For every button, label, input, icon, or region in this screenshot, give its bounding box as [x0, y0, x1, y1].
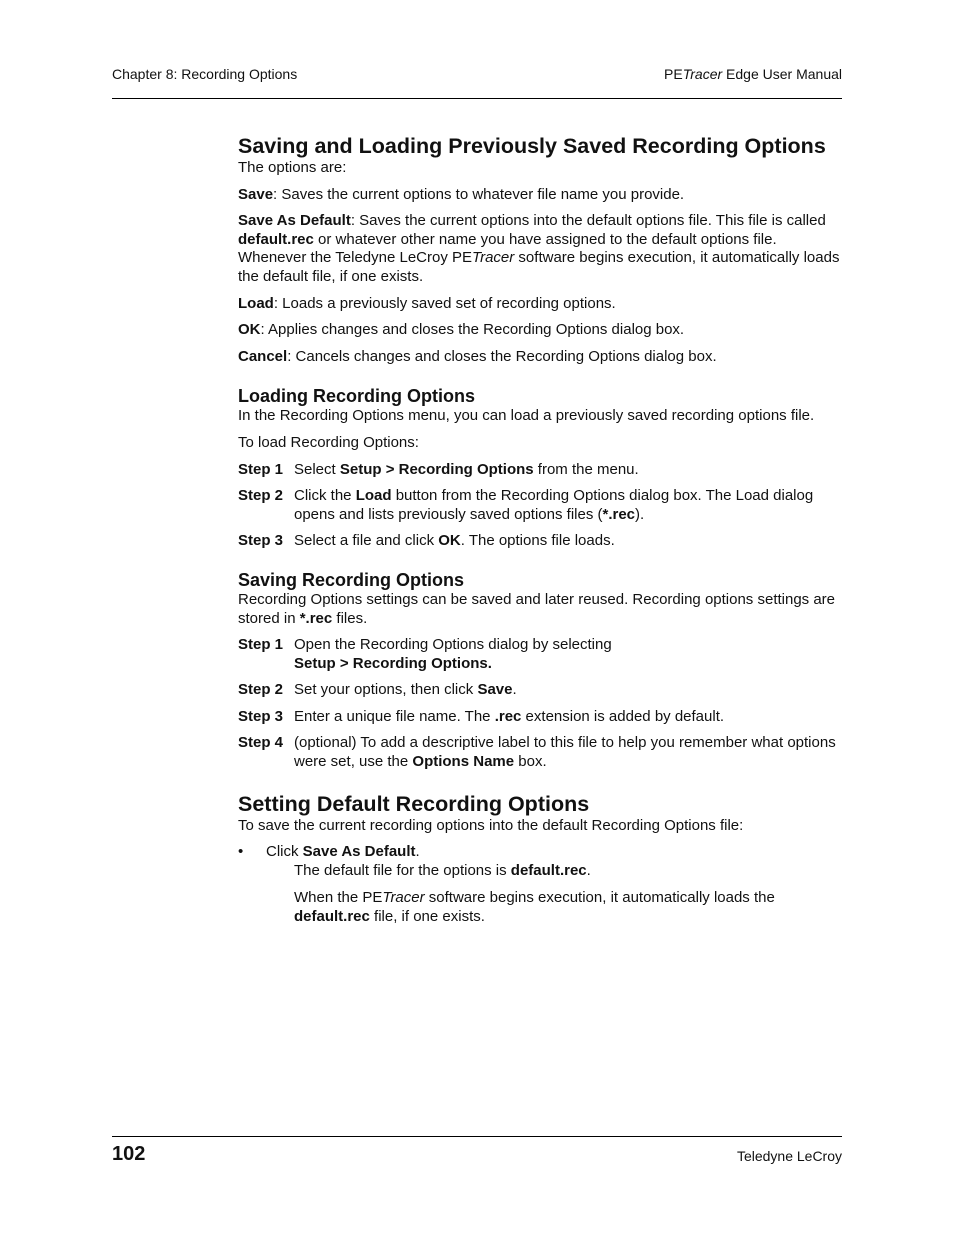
section-title-saving-loading: Saving and Loading Previously Saved Recording Options [238, 134, 826, 158]
page-number: 102 [112, 1143, 146, 1165]
option-ok [238, 321, 842, 340]
step-label: Step 1 [238, 636, 284, 654]
loading-step-2 [238, 487, 842, 524]
manual-pe: PE [664, 66, 683, 82]
step-label: Step 2 [238, 681, 284, 699]
step-label: Step 2 [238, 487, 284, 505]
option-save-as-default [238, 212, 842, 286]
option-save [238, 186, 842, 205]
header-rule [112, 98, 842, 99]
default-intro: To save the current recording options into the default Recording Options file: [238, 816, 744, 834]
loading-step-3 [238, 532, 842, 551]
default-file-note: The default file for the options is default.rec. [294, 861, 591, 879]
option-desc: software begins execution, it automatically loads the default file, if one exists. [238, 249, 840, 285]
subsection-title-saving: Saving Recording Options [238, 569, 465, 590]
header-manual-title [664, 66, 842, 82]
option-term: Save As Default [238, 212, 351, 230]
file-name: default.rec [238, 230, 314, 248]
step-text: Select Setup > Recording Options from the menu. [294, 460, 639, 478]
section-title-default: Setting Default Recording Options [238, 791, 590, 816]
saving-intro: Recording Options settings can be saved and later reused. Recording options settings are stored in *.rec files. [238, 590, 836, 627]
step-text: Set your options, then click Save. [294, 681, 517, 699]
default-bullet [238, 843, 842, 862]
manual-rest: Edge User Manual [722, 66, 842, 82]
saving-step-4 [238, 734, 842, 771]
options-intro: The options are: [238, 159, 347, 176]
saving-step-1 [238, 636, 842, 673]
step-text: Open the Recording Options dialog by selecting Setup > Recording Options. [294, 636, 612, 672]
header-chapter: Chapter 8: Recording Options [112, 66, 298, 82]
option-desc: : Saves the current options to whatever file name you provide. [273, 185, 685, 203]
option-term: OK [238, 321, 261, 339]
step-label: Step 4 [238, 734, 284, 752]
page-content [238, 133, 842, 927]
option-desc: : Cancels changes and closes the Recording Options dialog box. [287, 347, 717, 365]
step-text: Select a file and click OK. The options file loads. [294, 532, 615, 550]
subsection-title-loading: Loading Recording Options [238, 386, 475, 407]
footer-rule [112, 1136, 842, 1137]
step-label: Step 1 [238, 460, 284, 478]
option-desc: : Loads a previously saved set of recording options. [273, 294, 616, 312]
option-desc: or whatever other name you have assigned to the default options file. Whenever the Teledyne LeCroy PE [238, 230, 777, 267]
step-text: Enter a unique file name. The .rec extension is added by default. [294, 707, 725, 725]
step-label: Step 3 [238, 707, 284, 725]
bullet-text: Click Save As Default. [266, 843, 420, 861]
option-load [238, 295, 842, 314]
step-text: Click the Load button from the Recording Options dialog box. The Load dialog opens and lists previously saved options files (*.rec). [294, 487, 814, 523]
option-term: Save [238, 185, 274, 203]
step-text: (optional) To add a descriptive label to this file to help you remember what options were set, use the Options Name box. [294, 734, 836, 771]
saving-step-3 [238, 708, 842, 727]
loading-intro: In the Recording Options menu, you can load a previously saved recording options file. [238, 407, 815, 425]
loading-lead: To load Recording Options: [238, 433, 419, 451]
saving-step-2 [238, 681, 842, 700]
default-load-note: When the PETracer software begins execution, it automatically loads the default.rec file, if one exists. [294, 889, 775, 926]
option-cancel [238, 348, 842, 367]
loading-step-1 [238, 461, 842, 480]
step-label: Step 3 [238, 532, 284, 550]
footer-company: Teledyne LeCroy [736, 1148, 842, 1164]
option-term: Cancel [238, 347, 288, 365]
manual-tracer: Tracer [682, 66, 723, 82]
bullet-dot: • [238, 843, 244, 861]
tracer-italic: Tracer [472, 249, 515, 267]
option-desc: : Saves the current options into the default options file. This file is called [350, 212, 826, 230]
option-desc: : Applies changes and closes the Recording Options dialog box. [260, 321, 685, 339]
option-term: Load [238, 294, 274, 312]
